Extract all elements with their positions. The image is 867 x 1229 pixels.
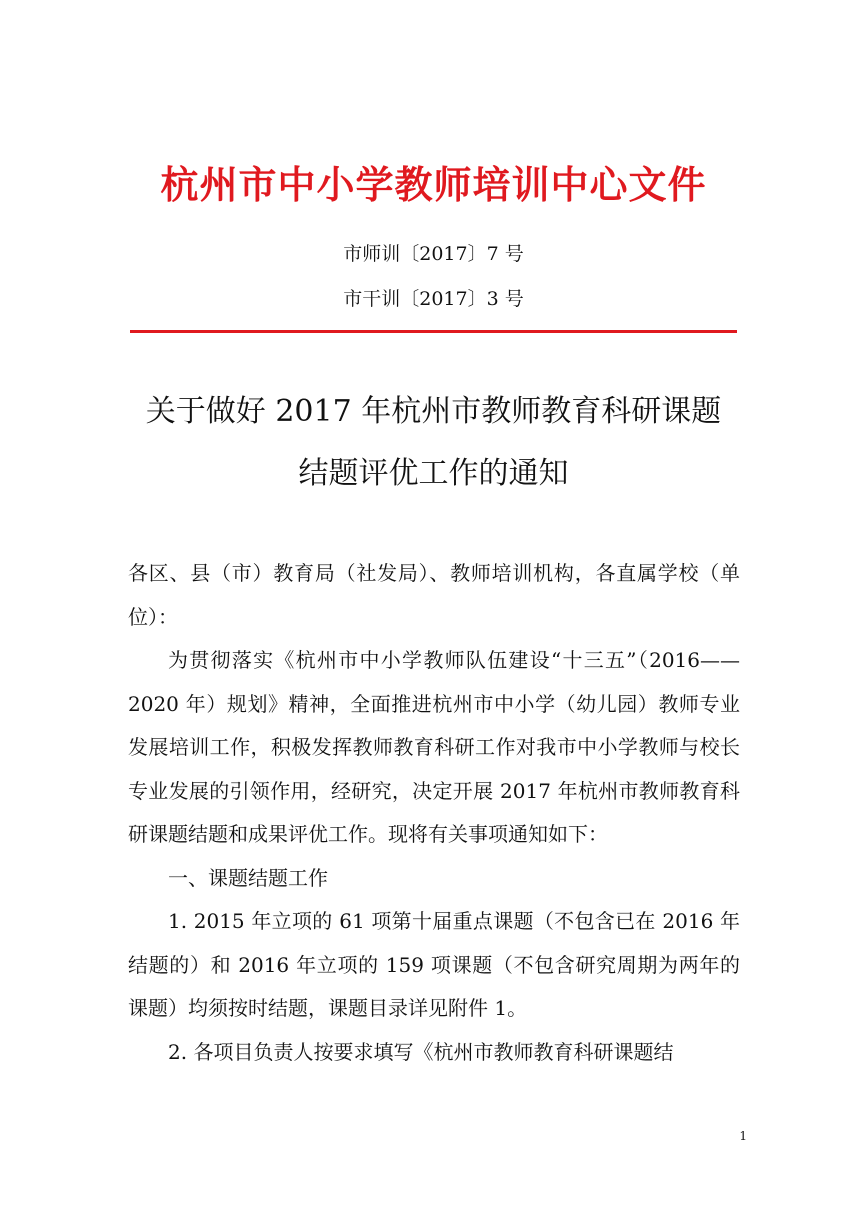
section-heading-1: 一、课题结题工作 xyxy=(168,865,328,890)
issuer-title: 杭州市中小学教师培训中心文件 xyxy=(160,162,707,207)
notice-title-line-1: 关于做好 2017 年杭州市教师教育科研课题 xyxy=(145,394,722,429)
doc-number-2: 市干训〔2017〕3 号 xyxy=(343,288,524,310)
page-number: 1 xyxy=(739,1129,747,1143)
addressee: 各区、县（市）教育局（社发局）、教师培训机构，各直属学校（单位）： xyxy=(128,561,740,629)
notice-title-line-2: 结题评优工作的通知 xyxy=(298,456,569,491)
item-1-paragraph: 1. 2015 年立项的 61 项第十届重点课题（不包含已在 2016 年结题的）和 2016 年立项的 159 项课题（不包含研究周期为两年的课题）均须按时结题，课题目录详见附件 1。 xyxy=(128,909,740,1020)
red-divider-line xyxy=(130,330,737,333)
document-body xyxy=(128,552,740,1074)
item-2-paragraph: 2. 各项目负责人按要求填写《杭州市教师教育科研课题结 xyxy=(168,1039,674,1064)
intro-paragraph: 为贯彻落实《杭州市中小学教师队伍建设“十三五”（2016——2020 年）规划》精神，全面推进杭州市中小学（幼儿园）教师专业发展培训工作，积极发挥教师教育科研工作对我市中小学教师与校长专业发展的引领作用，经研究，决定开展 2017 年杭州市教师教育科研课题结题和成果评优工作。现将有关事项通知如下： xyxy=(128,648,740,846)
doc-number-1: 市师训〔2017〕7 号 xyxy=(343,243,524,265)
